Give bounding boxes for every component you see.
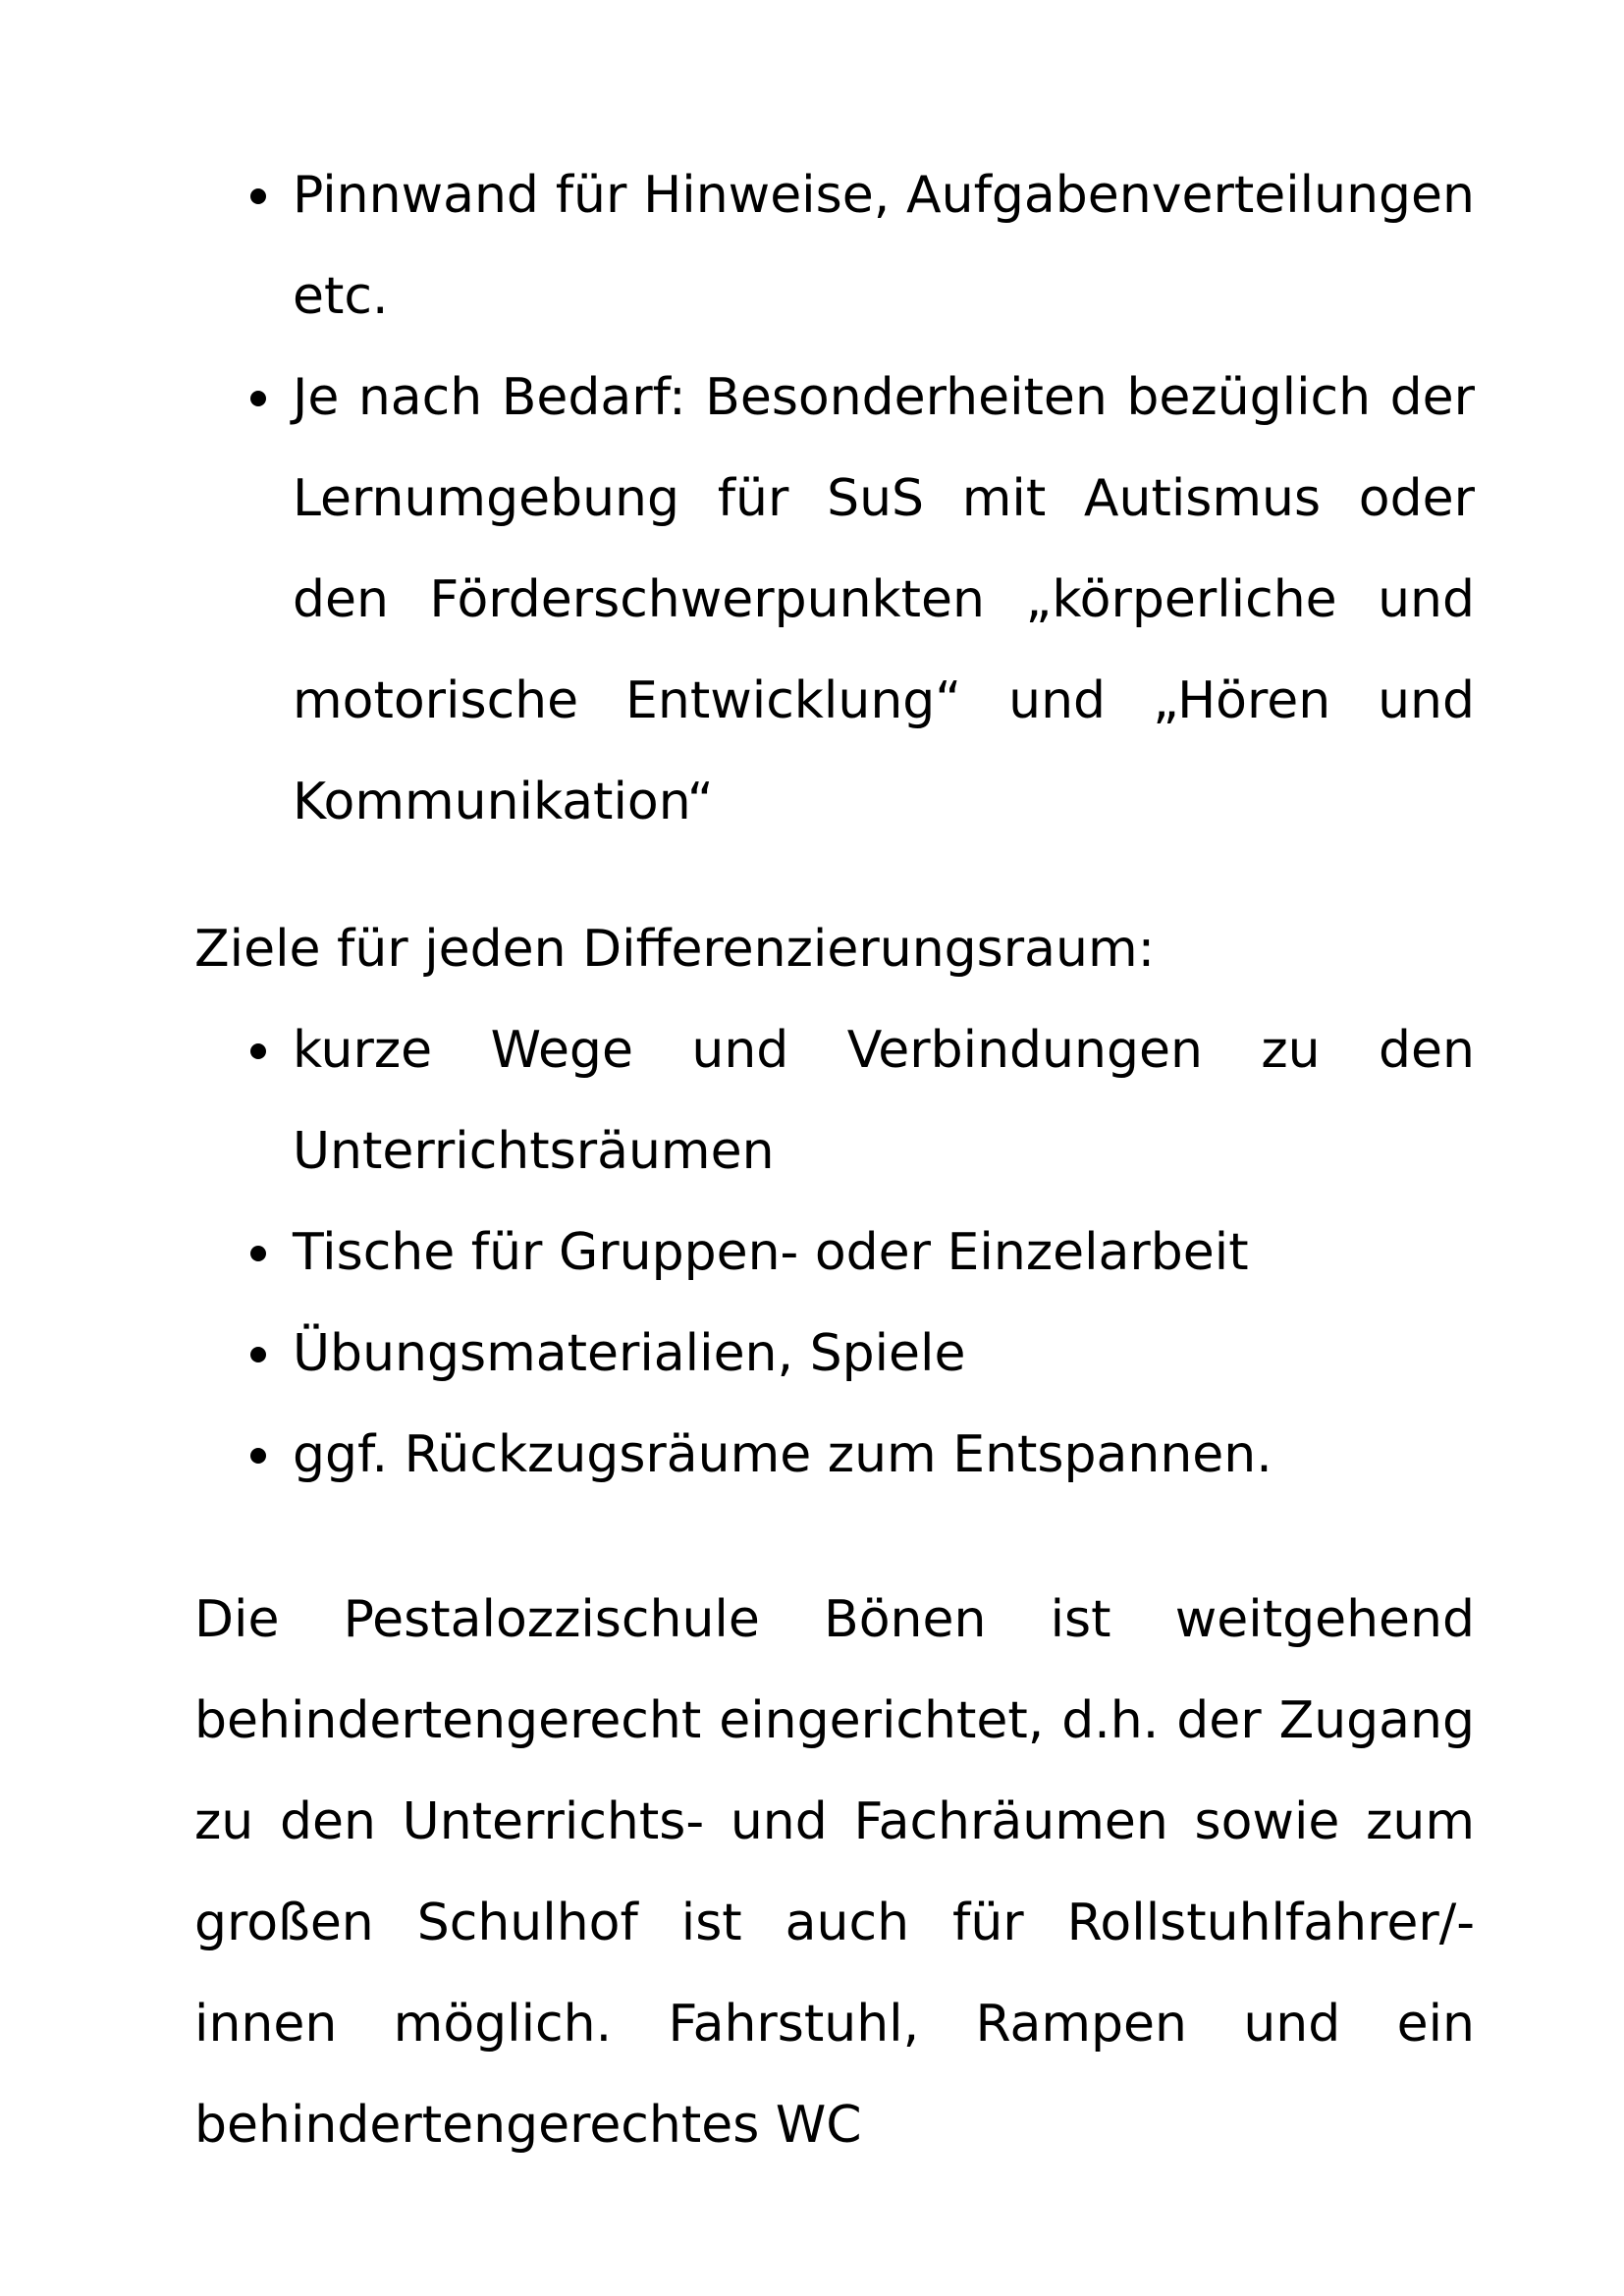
bullet-icon [250,1246,266,1261]
list-item [194,1405,1475,1506]
list-item [194,1202,1475,1304]
list-item-text: Tische für Gruppen- oder Einzelarbeit [293,1223,1249,1282]
bullet-icon [250,1448,266,1464]
section-heading: Ziele für jeden Differenzierungsraum: [194,920,1156,979]
list-item [194,1304,1475,1405]
body-paragraph: Die Pestalozzischule Bönen ist weitgehend behindertengerecht eingerichtet, d.h. der Zugang zu den Unterrichts- und Fachräumen sowie zum großen Schulhof ist auch für Rollstuhlfahrer/-innen möglich. Fahrstuhl, Rampen und ein behindertengerechtes WC [194,1590,1475,2155]
bullet-icon [250,1043,266,1059]
list-item-text: Pinnwand für Hinweise, Aufgabenverteilungen etc. [293,166,1475,326]
list-item [194,1000,1475,1202]
list-item [194,347,1475,853]
bullet-list-goals [194,1000,1475,1506]
list-item-text: Übungsmaterialien, Spiele [293,1324,966,1383]
bullet-list-top [194,145,1475,853]
list-item-text: ggf. Rückzugsräume zum Entspannen. [293,1425,1272,1484]
bullet-icon [250,1347,266,1362]
list-item-text: kurze Wege und Verbindungen zu den Unterrichtsräumen [293,1021,1475,1181]
list-item [194,145,1475,347]
bullet-icon [250,188,266,204]
page-content [194,145,1475,2176]
bullet-icon [250,391,266,406]
list-item-text: Je nach Bedarf: Besonderheiten bezüglich der Lernumgebung für SuS mit Autismus oder den Förderschwerpunkten „körperliche und motorische Entwicklung“ und „Hören und Kommunikation“ [293,368,1475,831]
